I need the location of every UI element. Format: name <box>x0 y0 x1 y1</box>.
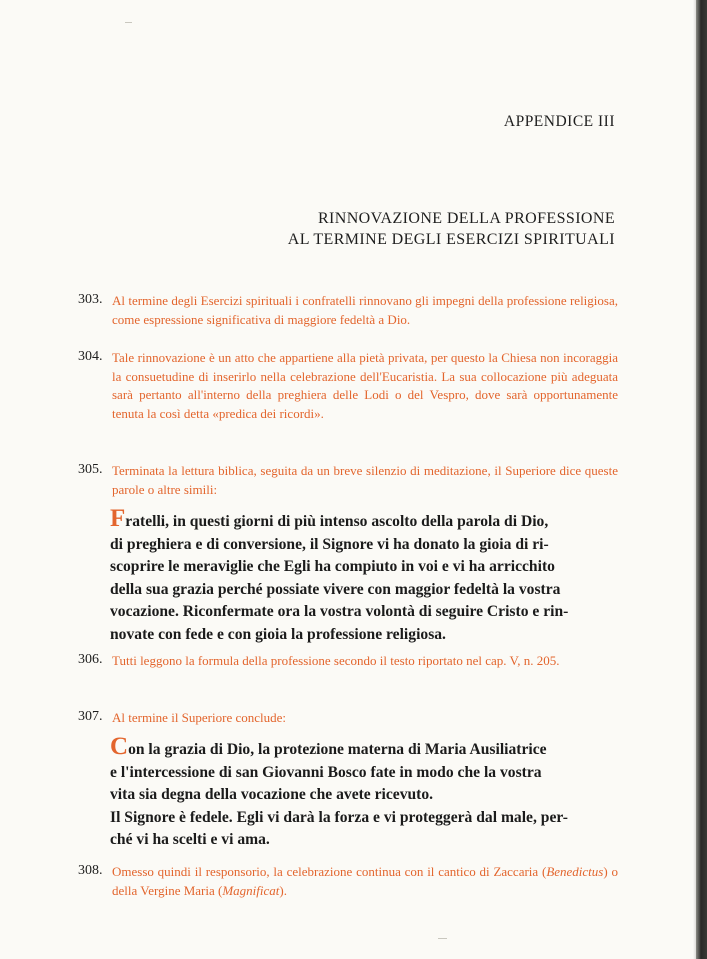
speech-line: di preghiera e di conversione, il Signore vi ha donato la gioia di ri- <box>110 535 549 553</box>
section-303 <box>78 292 618 329</box>
section-305 <box>78 462 618 499</box>
rubric-text: Terminata la lettura biblica, seguita da un breve silenzio di meditazione, il Superiore dice queste parole o altre simili: <box>112 463 618 497</box>
section-304 <box>78 349 618 423</box>
rubric-text <box>112 863 618 900</box>
drop-cap: C <box>110 733 129 760</box>
scan-speck <box>438 938 447 939</box>
speech-line: novate con fede e con gioia la professione religiosa. <box>110 625 446 643</box>
section-number: 303. <box>78 292 103 307</box>
rubric-text-part: ). <box>279 882 287 898</box>
section-number: 307. <box>78 709 103 724</box>
speech-line: Il Signore è fedele. Egli vi darà la forza e vi proteggerà dal male, per- <box>110 808 568 826</box>
appendix-heading: APPENDICE III <box>503 113 615 130</box>
drop-cap: F <box>110 505 126 532</box>
rubric-text: Al termine il Superiore conclude: <box>112 710 287 725</box>
title-line-1: RINNOVAZIONE DELLA PROFESSIONE <box>317 210 615 227</box>
section-number: 306. <box>78 652 103 667</box>
section-number: 305. <box>78 462 103 477</box>
page-title <box>288 208 615 250</box>
scan-speck <box>125 22 132 23</box>
rubric-text: Tale rinnovazione è un atto che appartiene alla pietà privata, per questo la Chiesa non incoraggia la consuetudine di inserirlo nella celebrazione dell'Eucaristia. La sua collocazione più adeguata sarà pertanto all'interno della preghiera delle Lodi o del Vespro, dove sarà opportunamente tenuta la così detta «predica dei ricordi». <box>112 350 618 421</box>
speech-line <box>110 505 618 534</box>
section-number: 308. <box>78 863 103 878</box>
speech-line <box>110 733 618 762</box>
speech-line-text: ratelli, in questi giorni di più intenso ascolto della parola di Dio, <box>125 513 549 530</box>
canticle-magnificat: Magnificat <box>222 882 280 898</box>
rubric-text-part: Omesso quindi il responsorio, la celebrazione continua con il cantico di Zaccaria ( <box>112 864 547 879</box>
speech-line: vocazione. Riconfermate ora la vostra volontà di seguire Cristo e rin- <box>110 603 569 620</box>
speech-line: ché vi ha scelti e vi ama. <box>110 831 270 848</box>
superior-address-speech <box>110 505 618 646</box>
canticle-benedictus: Benedictus <box>546 864 604 879</box>
superior-conclusion-speech <box>110 733 618 852</box>
section-306 <box>78 652 618 671</box>
rubric-text-part: ) o della Vergine Maria ( <box>112 864 618 898</box>
section-308 <box>78 863 618 900</box>
speech-line: vita sia degna della vocazione che avete ricevuto. <box>110 786 434 803</box>
rubric-text: Al termine degli Esercizi spirituali i confratelli rinnovano gli impegni della professione religiosa, come espressione significativa di maggiore fedeltà a Dio. <box>112 293 618 327</box>
speech-line-text: on la grazia di Dio, la protezione materna di Maria Ausiliatrice <box>128 741 547 758</box>
title-line-2: AL TERMINE DEGLI ESERCIZI SPIRITUALI <box>287 231 615 248</box>
speech-line: e l'intercessione di san Giovanni Bosco fate in modo che la vostra <box>110 763 542 781</box>
speech-line: della sua grazia perché possiate vivere con maggior fedeltà la vostra <box>110 580 561 598</box>
speech-line: scoprire le meraviglie che Egli ha compiuto in voi e vi ha arricchito <box>110 558 555 575</box>
page-edge <box>696 0 707 959</box>
section-307 <box>78 709 618 728</box>
rubric-text: Tutti leggono la formula della professione secondo il testo riportato nel cap. V, n. 205. <box>112 653 560 668</box>
section-number: 304. <box>78 349 103 364</box>
